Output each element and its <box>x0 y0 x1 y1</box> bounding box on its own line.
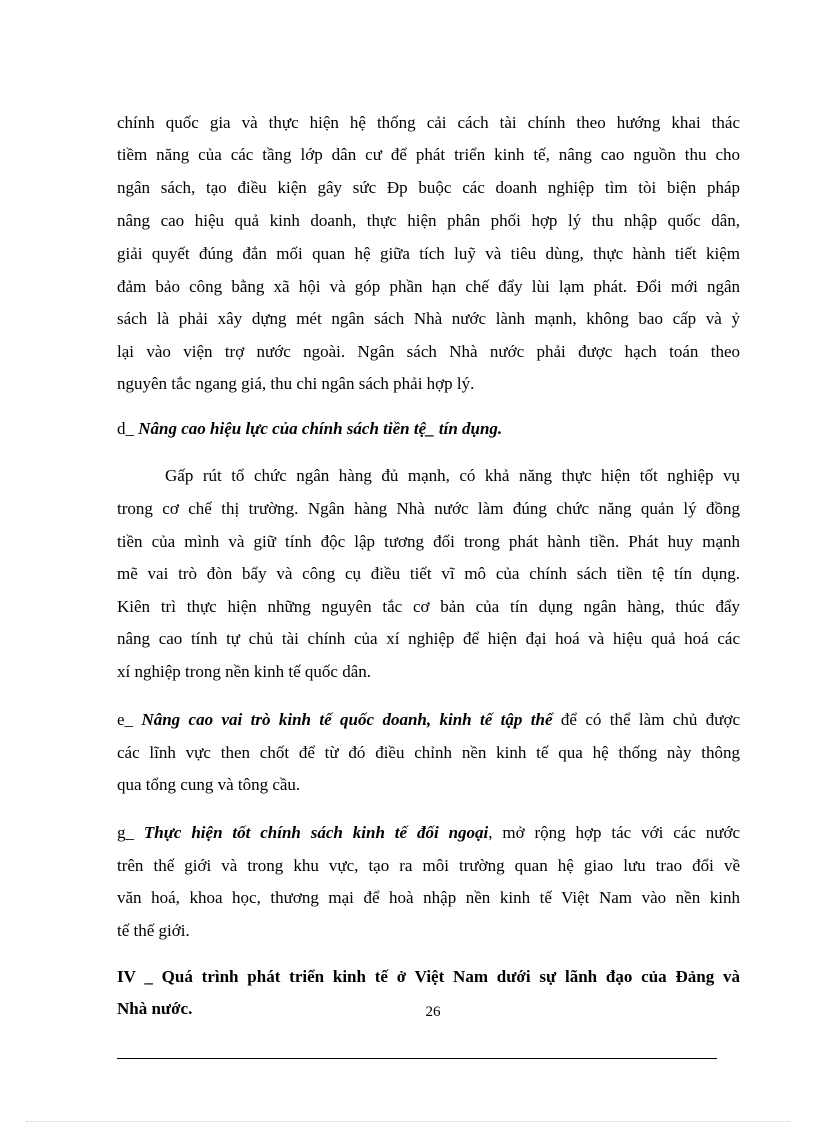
text-line: văn hoá, khoa học, thương mại để hoà nhập nền kinh tế Việt Nam vào nền kinh <box>117 888 740 907</box>
footer-rule <box>117 1058 717 1059</box>
text-line: xí nghiệp trong nền kinh tế quốc dân. <box>117 662 372 681</box>
text-line: đảm bảo công bằng xã hội và góp phần hạn chế đẩy lùi lạm phát. Đổi mới ngân <box>117 277 740 296</box>
text-line: tế thế giới. <box>117 921 190 940</box>
item-g-title: Thực hiện tốt chính sách kinh tế đối ngoại <box>143 823 489 842</box>
text-line: Kiên trì thực hiện những nguyên tắc cơ bản của tín dụng ngân hàng, thúc đẩy <box>117 597 740 616</box>
text-line: nâng cao tính tự chủ tài chính của xí nghiệp để hiện đại hoá và hiệu quả hoá các <box>117 629 740 648</box>
text-line <box>117 822 740 844</box>
text-line: nguyên tắc ngang giá, thu chi ngân sách phải hợp lý. <box>117 374 475 393</box>
text-line: trên thế giới và trong khu vực, tạo ra môi trường quan hệ giao lưu trao đổi về <box>117 856 740 875</box>
text-line: nâng cao hiệu quả kinh doanh, thực hiện phân phối hợp lý thu nhập quốc dân, <box>117 211 740 230</box>
heading-d <box>117 418 740 440</box>
text-line: các lĩnh vực then chốt để từ đó điều chỉnh nền kinh tế qua hệ thống này thông <box>117 743 740 762</box>
section-heading-line: Nhà nước. <box>117 999 193 1018</box>
text-line: giải quyết đúng đắn mối quan hệ giữa tích luỹ và tiêu dùng, thực hành tiết kiệm <box>117 244 740 263</box>
text-line: sách là phải xây dựng mét ngân sách Nhà nước lành mạnh, không bao cấp và ỷ <box>117 309 740 328</box>
page-edge <box>26 1121 790 1122</box>
heading-d-prefix: d_ <box>117 419 139 438</box>
text-line: trong cơ chế thị trường. Ngân hàng Nhà nước làm đúng chức năng quản lý đồng <box>117 499 740 518</box>
text-line: qua tổng cung và tông cầu. <box>117 775 301 794</box>
item-g-rest: , mở rộng hợp tác với các nước <box>488 823 740 842</box>
text-line: chính quốc gia và thực hiện hệ thống cải cách tài chính theo hướng khai thác <box>117 113 740 132</box>
text-line: lại vào viện trợ nước ngoài. Ngân sách Nhà nước phải được hạch toán theo <box>117 342 740 361</box>
item-e-prefix: e_ <box>117 710 142 729</box>
text-line: mẽ vai trò đòn bẩy và công cụ điều tiết vĩ mô của chính sách tiền tệ tín dụng. <box>117 564 740 583</box>
text-line: Gấp rút tổ chức ngân hàng đủ mạnh, có khả năng thực hiện tốt nghiệp vụ <box>165 466 740 485</box>
section-heading-line: IV _ Quá trình phát triển kinh tế ở Việt Nam dưới sự lãnh đạo của Đảng và <box>117 967 740 986</box>
text-line: tiềm năng của các tầng lớp dân cư để phát triển kinh tế, nâng cao nguồn thu cho <box>117 145 740 164</box>
heading-d-title: Nâng cao hiệu lực của chính sách tiền tệ_ tín dụng. <box>138 419 503 438</box>
text-line <box>117 709 740 731</box>
item-g-prefix: g_ <box>117 823 144 842</box>
text-line: tiền của mình và giữ tính độc lập tương đối trong phát hành tiền. Phát huy mạnh <box>117 532 740 551</box>
item-e-rest: để có thể làm chủ được <box>552 710 740 729</box>
text-line: ngân sách, tạo điều kiện gây sức Ðp buộc các doanh nghiệp tìm tòi biện pháp <box>117 178 740 197</box>
page-number: 26 <box>425 1004 441 1020</box>
item-e-title: Nâng cao vai trò kinh tế quốc doanh, kinh tế tập thể <box>141 710 553 729</box>
